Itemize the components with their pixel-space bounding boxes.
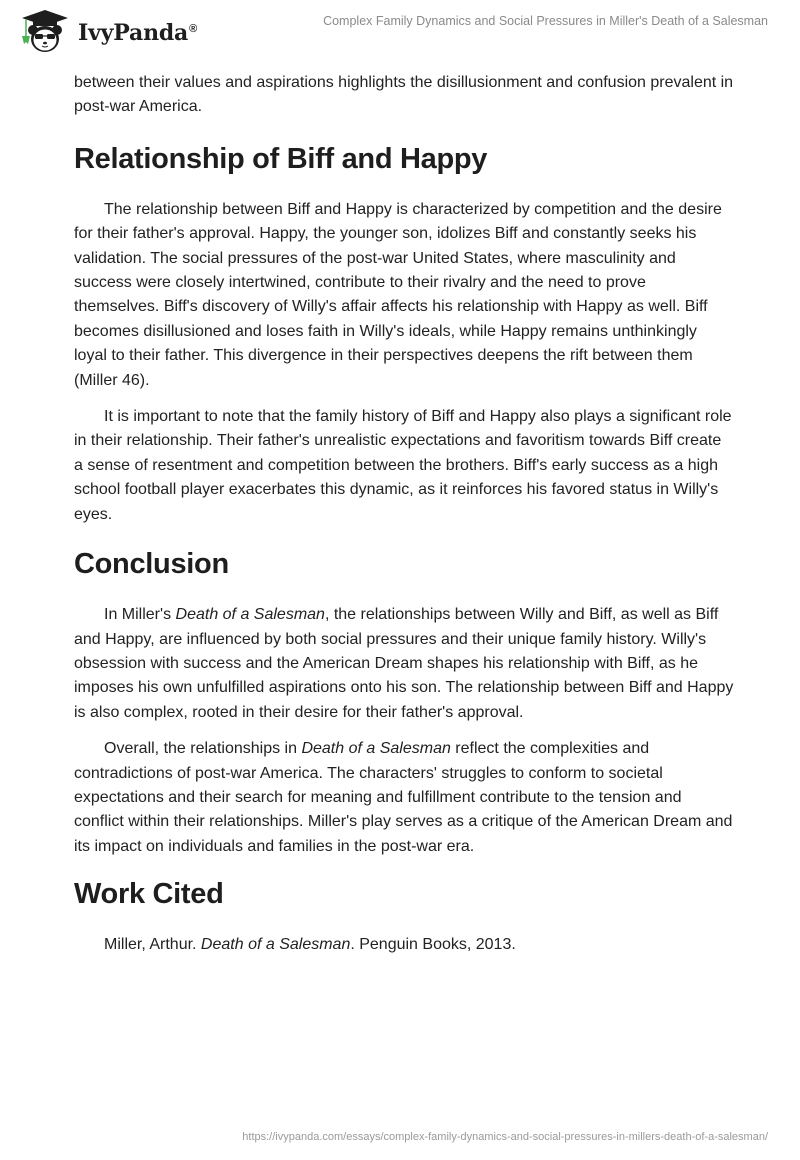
logo-wordmark: IvyPanda®: [78, 20, 198, 46]
ivypanda-logo[interactable]: [18, 8, 197, 54]
paragraph: Overall, the relationships in Death of a Salesman reflect the complexities and contradictions of post-war America. The characters' struggles to conform to societal expectations and their search for meaning and fulfillment contribute to the tension and conflict within their relationships. Miller's play serves as a critique of the American Dream and its impact on individuals and families in the post-war era.: [74, 740, 733, 855]
citation-entry: Miller, Arthur. Death of a Salesman. Penguin Books, 2013.: [104, 936, 516, 954]
book-title-italic: Death of a Salesman: [200, 936, 351, 954]
book-title-italic: Death of a Salesman: [301, 740, 451, 758]
intro-continuation-paragraph: between their values and aspirations highlights the disillusionment and confusion prevalent in post-war America.: [74, 74, 734, 116]
document-title: Complex Family Dynamics and Social Pressures in Miller's Death of a Salesman: [323, 14, 768, 28]
essay-body: [74, 71, 734, 970]
book-title-italic: Death of a Salesman: [175, 606, 325, 624]
page-header: [0, 0, 800, 60]
section-heading-work-cited: Work Cited: [74, 878, 224, 911]
section-heading-relationship: Relationship of Biff and Happy: [74, 142, 488, 175]
paragraph: In Miller's Death of a Salesman, the relationships between Willy and Biff, as well as Biff and Happy, are influenced by both social pressures and their unique family history. Willy's obsession with success and the American Dream shapes his relationship with Biff, as he imposes his own unfulfilled aspirations onto his son. The relationship between Biff and Happy is also complex, rooted in their desire for their father's approval.: [74, 606, 734, 721]
registered-mark: ®: [189, 22, 198, 35]
paragraph: The relationship between Biff and Happy is characterized by competition and the desire for their father's approval. Happy, the younger son, idolizes Biff and constantly seeks his validation. The social pressures of the post-war United States, where masculinity and success were closely intertwined, contribute to their rivalry and the need to prove themselves. Biff's discovery of Willy's affair affects his relationship with Happy as well. Biff becomes disillusioned and loses faith in Willy's ideals, while Happy remains unthinkingly loyal to their father. This divergence in their perspectives deepens the rift between them (Miller 46).: [74, 200, 722, 389]
panda-graduation-cap-icon: [18, 8, 72, 54]
source-url[interactable]: https://ivypanda.com/essays/complex-family-dynamics-and-social-pressures-in-millers-death-of-a-salesman/: [242, 1131, 768, 1143]
section-heading-conclusion: Conclusion: [74, 548, 229, 581]
paragraph: It is important to note that the family history of Biff and Happy also plays a significant role in their relationship. Their father's unrealistic expectations and favoritism towards Biff create a sense of resentment and competition between the brothers. Biff's early success as a high school football player exacerbates this dynamic, as it reinforces his favored status in Willy's eyes.: [74, 408, 732, 523]
